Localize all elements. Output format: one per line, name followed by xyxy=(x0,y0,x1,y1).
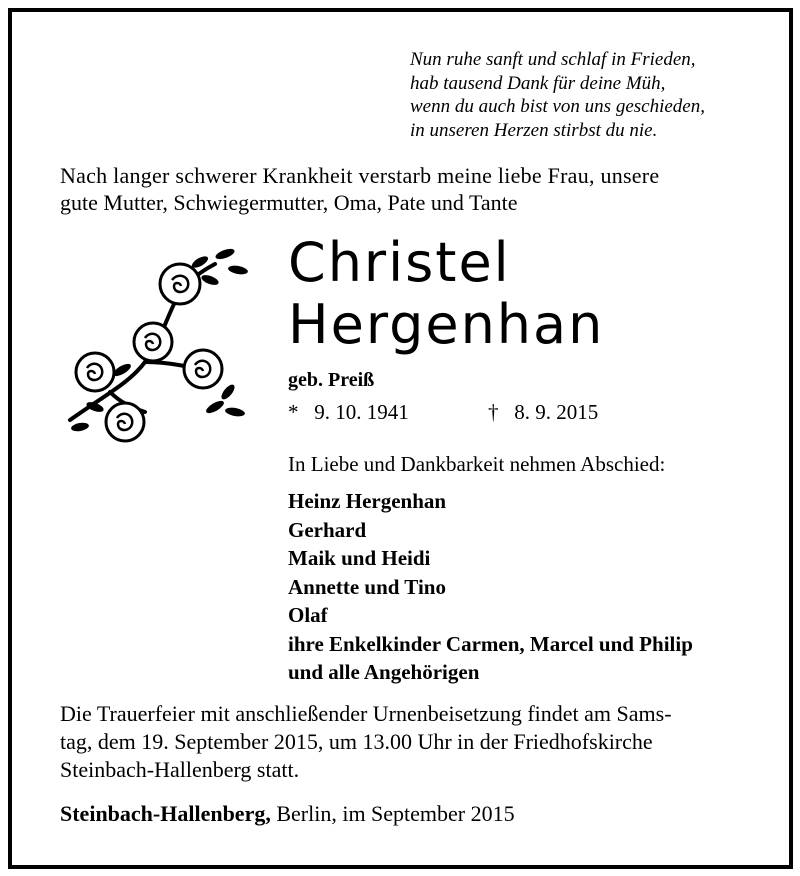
birth-symbol: * xyxy=(288,400,299,424)
service-line: Die Trauerfeier mit anschließender Urnenbeisetzung findet am Sams- xyxy=(60,701,672,726)
service-announcement xyxy=(60,700,672,784)
birth-date: 9. 10. 1941 xyxy=(314,400,409,424)
service-line: Steinbach-Hallenberg statt. xyxy=(60,757,300,782)
mourner: Gerhard xyxy=(288,517,367,542)
mourner: Maik und Heidi xyxy=(288,546,431,570)
place-rest: Berlin, im September 2015 xyxy=(270,801,515,826)
death-date: 8. 9. 2015 xyxy=(514,400,599,424)
poem-line: wenn du auch bist von uns geschieden, xyxy=(410,96,705,117)
death-date-line xyxy=(488,400,598,425)
intro-line: gute Mutter, Schwiegermutter, Oma, Pate und Tante xyxy=(60,190,518,215)
poem-line: hab tausend Dank für deine Müh, xyxy=(410,72,666,94)
farewell-text: In Liebe und Dankbarkeit nehmen Abschied: xyxy=(288,452,666,476)
mourner: und alle Angehörigen xyxy=(288,660,480,684)
intro-line: Nach langer schwerer Krankheit verstarb meine liebe Frau, unsere xyxy=(60,163,660,188)
poem-line: in unseren Herzen stirbst du nie. xyxy=(410,119,658,141)
mourner: Annette und Tino xyxy=(288,574,446,599)
mourners-list xyxy=(288,487,693,687)
birth-date-line xyxy=(288,400,409,425)
mourner: ihre Enkelkinder Carmen, Marcel und Philip xyxy=(288,631,693,656)
mourner: Heinz Hergenhan xyxy=(288,489,447,513)
service-line: tag, dem 19. September 2015, um 13.00 Uhr in der Friedhofskirche xyxy=(60,729,653,754)
death-symbol: † xyxy=(488,400,499,424)
poem xyxy=(410,48,705,142)
poem-line: Nun ruhe sanft und schlaf in Frieden, xyxy=(410,49,696,70)
place-town: Steinbach-Hallenberg, xyxy=(60,801,271,826)
deceased-name xyxy=(288,232,604,356)
deceased-first-name: Christel xyxy=(288,231,511,294)
intro-text xyxy=(60,162,659,216)
roses-icon xyxy=(50,242,265,447)
birth-name: geb. Preiß xyxy=(288,369,375,391)
place-date-line xyxy=(60,801,515,827)
deceased-last-name: Hergenhan xyxy=(288,293,605,356)
mourner: Olaf xyxy=(288,603,328,627)
